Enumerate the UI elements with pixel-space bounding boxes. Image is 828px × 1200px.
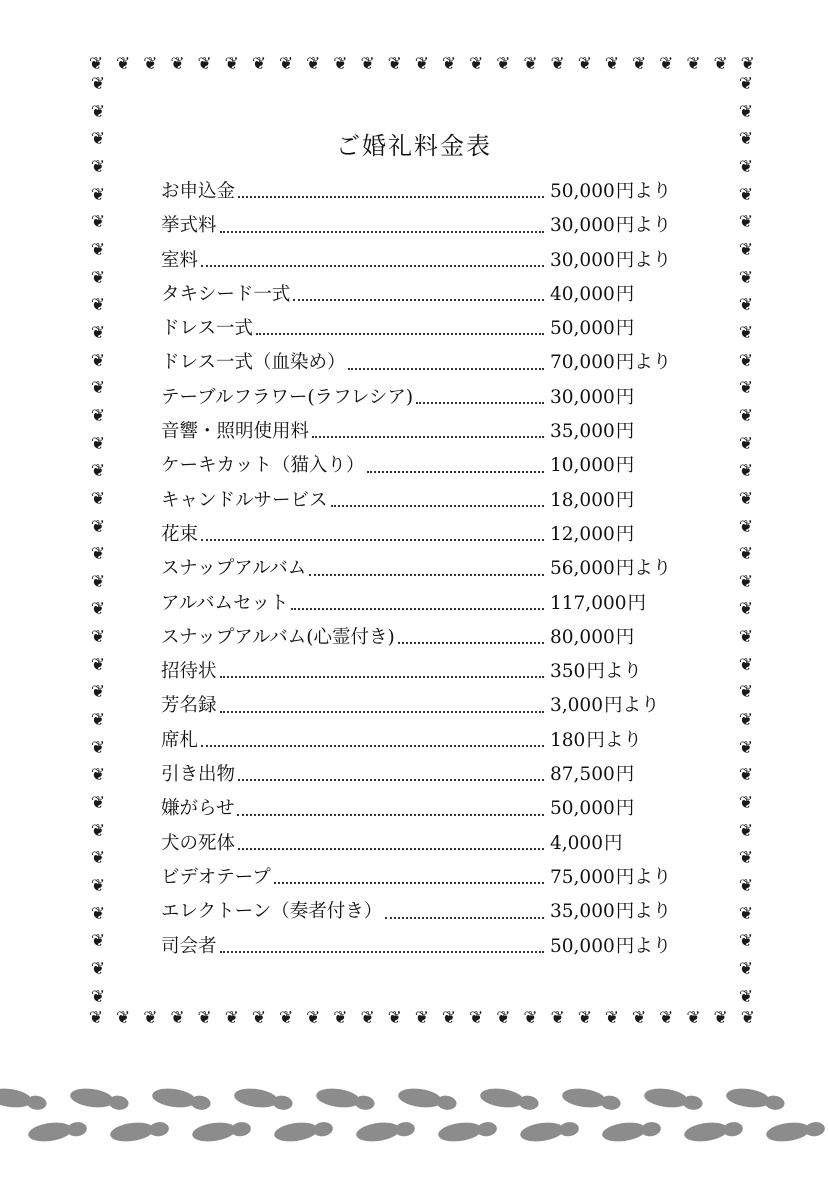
dot-leader: [238, 196, 544, 198]
price-unit: 円より: [615, 249, 672, 271]
price: [550, 486, 686, 512]
footprint-icon: [273, 1118, 334, 1144]
price-row: [161, 691, 686, 725]
fleur-ornament-icon: ❦: [496, 1007, 511, 1028]
fleur-ornament-icon: ❦: [90, 405, 106, 426]
price-amount: 35,000: [550, 901, 615, 923]
item-name: 室料: [161, 249, 199, 271]
item-name: タキシード一式: [161, 283, 291, 305]
fleur-ornament-icon: ❦: [738, 876, 754, 897]
footprint-icon: [397, 1086, 458, 1112]
item-name: 犬の死体: [161, 832, 236, 854]
footprint-trail: [0, 1070, 828, 1200]
fleur-ornament-icon: ❦: [740, 1007, 755, 1028]
fleur-ornament-icon: ❦: [333, 1007, 348, 1028]
fleur-ornament-icon: ❦: [90, 184, 106, 205]
price-unit: 円より: [615, 935, 672, 957]
dot-leader: [416, 402, 544, 404]
price-unit: 円より: [615, 901, 672, 923]
price-row: [161, 383, 686, 417]
dot-leader: [238, 779, 544, 781]
price: [550, 280, 686, 306]
footprint-icon: [519, 1118, 580, 1144]
fleur-ornament-icon: ❦: [170, 1007, 185, 1028]
price: [550, 348, 686, 374]
price-amount: 87,500: [550, 764, 615, 786]
dot-leader: [312, 436, 544, 438]
fleur-ornament-icon: ❦: [90, 378, 106, 399]
footprint-icon: [683, 1118, 744, 1144]
price-unit: 円: [615, 764, 635, 786]
fleur-ornament-icon: ❦: [738, 737, 754, 758]
fleur-ornament-icon: ❦: [738, 571, 754, 592]
price-row: [161, 829, 686, 863]
fleur-ornament-icon: ❦: [90, 544, 106, 565]
fleur-ornament-icon: ❦: [306, 1007, 321, 1028]
price-amount: 30,000: [550, 249, 615, 271]
fleur-ornament-icon: ❦: [740, 53, 755, 74]
footprint-icon: [355, 1118, 416, 1144]
dot-leader: [274, 882, 544, 884]
footprint-icon: [27, 1118, 88, 1144]
fleur-ornament-icon: ❦: [738, 488, 754, 509]
price-row: [161, 280, 686, 314]
price-unit: 円: [615, 386, 635, 408]
fleur-ornament-icon: ❦: [604, 53, 620, 74]
price-row: [161, 211, 686, 245]
fleur-ornament-icon: ❦: [90, 433, 106, 454]
price: [550, 623, 686, 649]
price-amount: 4,000: [550, 832, 603, 854]
price-amount: 18,000: [550, 489, 615, 511]
price-row: [161, 932, 686, 966]
fleur-ornament-icon: ❦: [659, 53, 674, 74]
price-amount: 50,000: [550, 181, 615, 202]
dot-leader: [309, 574, 544, 576]
price: [550, 177, 686, 203]
fleur-ornament-icon: ❦: [738, 433, 754, 454]
price: [550, 657, 686, 683]
price-amount: 50,000: [550, 935, 615, 957]
dot-leader: [256, 333, 544, 335]
fleur-ornament-icon: ❦: [713, 53, 728, 74]
fleur-ornament-icon: ❦: [387, 53, 402, 74]
fleur-ornament-icon: ❦: [90, 156, 106, 177]
price-unit: 円より: [615, 352, 672, 374]
page-title: ご婚礼料金表: [336, 132, 492, 160]
border-bottom: [86, 1006, 758, 1030]
price-amount: 3,000: [550, 695, 603, 717]
price: [550, 794, 686, 820]
fleur-ornament-icon: ❦: [90, 212, 106, 233]
fleur-ornament-icon: ❦: [738, 184, 754, 205]
fleur-ornament-icon: ❦: [90, 820, 106, 841]
fleur-ornament-icon: ❦: [738, 820, 754, 841]
price-unit: 円: [627, 592, 647, 614]
fleur-ornament-icon: ❦: [90, 654, 106, 675]
footprint-icon: [725, 1086, 786, 1112]
dot-leader: [293, 299, 544, 301]
fleur-ornament-icon: ❦: [738, 267, 754, 288]
price: [550, 383, 686, 409]
price: [550, 451, 686, 477]
fleur-ornament-icon: ❦: [441, 53, 457, 74]
fleur-ornament-icon: ❦: [116, 1007, 131, 1028]
footprint-icon: [315, 1086, 376, 1112]
price-unit: 円: [615, 798, 635, 820]
fleur-ornament-icon: ❦: [738, 156, 754, 177]
price: [550, 520, 686, 546]
item-name: スナップアルバム(心霊付き): [161, 626, 395, 648]
price-amount: 75,000: [550, 866, 615, 888]
fleur-ornament-icon: ❦: [738, 129, 754, 150]
fleur-ornament-icon: ❦: [523, 53, 538, 74]
price-amount: 70,000: [550, 352, 615, 374]
fleur-ornament-icon: ❦: [387, 1007, 402, 1028]
price: [550, 897, 686, 923]
item-name: 花束: [161, 523, 199, 545]
border-right: [734, 76, 758, 1006]
fleur-ornament-icon: ❦: [90, 461, 106, 482]
price: [550, 417, 686, 443]
price: [550, 211, 686, 237]
fleur-ornament-icon: ❦: [116, 53, 131, 74]
price-amount: 80,000: [550, 626, 615, 648]
footprint-icon: [233, 1086, 294, 1112]
price: [550, 554, 686, 580]
item-name: アルバムセット: [161, 592, 289, 614]
fleur-ornament-icon: ❦: [90, 903, 106, 924]
dot-leader: [220, 711, 544, 713]
fleur-ornament-icon: ❦: [90, 627, 106, 648]
fleur-ornament-icon: ❦: [738, 101, 754, 122]
price-amount: 50,000: [550, 318, 615, 340]
item-name: 引き出物: [161, 764, 236, 786]
fleur-ornament-icon: ❦: [496, 53, 511, 74]
fleur-ornament-icon: ❦: [143, 53, 158, 74]
border-top: [86, 52, 758, 76]
fleur-ornament-icon: ❦: [90, 931, 106, 952]
fleur-ornament-icon: ❦: [738, 322, 754, 343]
fleur-ornament-icon: ❦: [90, 295, 106, 316]
price-list: [161, 177, 686, 966]
fleur-ornament-icon: ❦: [278, 53, 294, 74]
footprint-icon: [191, 1118, 252, 1144]
price-amount: 117,000: [550, 592, 627, 614]
price-amount: 56,000: [550, 558, 615, 580]
price-amount: 30,000: [550, 386, 615, 408]
fleur-ornament-icon: ❦: [604, 1007, 620, 1028]
fleur-ornament-icon: ❦: [197, 53, 212, 74]
fleur-ornament-icon: ❦: [90, 267, 106, 288]
fleur-ornament-icon: ❦: [90, 129, 106, 150]
fleur-ornament-icon: ❦: [90, 571, 106, 592]
fleur-ornament-icon: ❦: [88, 1007, 104, 1028]
fleur-ornament-icon: ❦: [632, 1007, 647, 1028]
fleur-ornament-icon: ❦: [224, 1007, 239, 1028]
fleur-ornament-icon: ❦: [632, 53, 647, 74]
dot-leader: [398, 642, 544, 644]
fleur-ornament-icon: ❦: [306, 53, 321, 74]
dot-leader: [220, 676, 544, 678]
item-name: 招待状: [161, 661, 217, 683]
fleur-ornament-icon: ❦: [441, 1007, 457, 1028]
fleur-ornament-icon: ❦: [738, 710, 754, 731]
price-unit: 円より: [586, 661, 642, 683]
price-amount: 10,000: [550, 455, 615, 477]
price-unit: 円: [615, 523, 635, 545]
price-unit: 円: [615, 626, 635, 648]
footprint-icon: [69, 1086, 130, 1112]
fleur-ornament-icon: ❦: [577, 1007, 592, 1028]
dot-leader: [220, 231, 544, 233]
fleur-ornament-icon: ❦: [738, 74, 754, 94]
fleur-ornament-icon: ❦: [90, 350, 106, 371]
dot-leader: [201, 539, 544, 541]
footprint-icon: [109, 1118, 170, 1144]
price-row: [161, 417, 686, 451]
price: [550, 246, 686, 272]
fleur-ornament-icon: ❦: [90, 765, 106, 786]
fleur-ornament-icon: ❦: [738, 212, 754, 233]
price-unit: 円: [603, 832, 623, 854]
footprint-icon: [561, 1086, 622, 1112]
fleur-ornament-icon: ❦: [251, 53, 267, 74]
fleur-ornament-icon: ❦: [414, 53, 429, 74]
price-row: [161, 177, 686, 211]
fleur-ornament-icon: ❦: [469, 1007, 484, 1028]
fleur-ornament-icon: ❦: [577, 53, 592, 74]
price-row: [161, 657, 686, 691]
price-amount: 30,000: [550, 215, 615, 237]
item-name: 司会者: [161, 935, 217, 957]
footprint-icon: [151, 1086, 212, 1112]
fleur-ornament-icon: ❦: [90, 986, 106, 1007]
fleur-ornament-icon: ❦: [90, 848, 106, 869]
item-name: ケーキカット（猫入り）: [161, 455, 365, 477]
price-row: [161, 760, 686, 794]
footprint-icon: [643, 1086, 704, 1112]
price: [550, 829, 686, 855]
fleur-ornament-icon: ❦: [738, 793, 754, 814]
fleur-ornament-icon: ❦: [278, 1007, 294, 1028]
fleur-ornament-icon: ❦: [90, 682, 106, 703]
fleur-ornament-icon: ❦: [686, 1007, 701, 1028]
fleur-ornament-icon: ❦: [523, 1007, 538, 1028]
fleur-ornament-icon: ❦: [90, 488, 106, 509]
item-name: キャンドルサービス: [161, 489, 328, 511]
price-row: [161, 897, 686, 931]
price-row: [161, 520, 686, 554]
price-unit: 円より: [615, 866, 672, 888]
footprint-icon: [437, 1118, 498, 1144]
fleur-ornament-icon: ❦: [738, 848, 754, 869]
footprint-icon: [601, 1118, 662, 1144]
price: [550, 589, 686, 615]
fleur-ornament-icon: ❦: [90, 710, 106, 731]
fleur-ornament-icon: ❦: [738, 654, 754, 675]
fleur-ornament-icon: ❦: [738, 627, 754, 648]
price-row: [161, 246, 686, 280]
border-left: [86, 76, 110, 1006]
price: [550, 691, 686, 717]
fleur-ornament-icon: ❦: [90, 101, 106, 122]
price-unit: 円より: [615, 215, 672, 237]
fleur-ornament-icon: ❦: [738, 903, 754, 924]
fleur-ornament-icon: ❦: [90, 737, 106, 758]
price-unit: 円: [615, 318, 635, 340]
fleur-ornament-icon: ❦: [333, 53, 348, 74]
fleur-ornament-icon: ❦: [738, 295, 754, 316]
price-unit: 円より: [615, 558, 672, 580]
price-row: [161, 348, 686, 382]
price-amount: 350: [550, 661, 586, 683]
dot-leader: [237, 814, 544, 816]
footprint-icon: [479, 1086, 540, 1112]
fleur-ornament-icon: ❦: [90, 876, 106, 897]
dot-leader: [238, 848, 544, 850]
price-unit: 円より: [603, 695, 660, 717]
dot-leader: [201, 745, 544, 747]
price: [550, 314, 686, 340]
fleur-ornament-icon: ❦: [738, 682, 754, 703]
price-unit: 円: [615, 283, 635, 305]
fleur-ornament-icon: ❦: [90, 74, 106, 94]
fleur-ornament-icon: ❦: [90, 322, 106, 343]
footprint-icon: [765, 1118, 826, 1144]
item-name: 音響・照明使用料: [161, 421, 310, 443]
price-amount: 40,000: [550, 283, 615, 305]
price-unit: 円より: [615, 181, 672, 202]
dot-leader: [220, 951, 544, 953]
item-name: スナップアルバム: [161, 558, 307, 580]
fleur-ornament-icon: ❦: [360, 53, 375, 74]
fleur-ornament-icon: ❦: [251, 1007, 267, 1028]
fleur-ornament-icon: ❦: [88, 53, 104, 74]
price-amount: 180: [550, 729, 586, 751]
price-amount: 50,000: [550, 798, 615, 820]
fleur-ornament-icon: ❦: [550, 1007, 565, 1028]
dot-leader: [201, 265, 544, 267]
item-name: エレクトーン（奏者付き）: [161, 901, 383, 923]
price-row: [161, 554, 686, 588]
fleur-ornament-icon: ❦: [659, 1007, 674, 1028]
price: [550, 863, 686, 889]
fleur-ornament-icon: ❦: [360, 1007, 375, 1028]
item-name: 芳名録: [161, 695, 217, 717]
price: [550, 932, 686, 958]
price-row: [161, 623, 686, 657]
price-row: [161, 589, 686, 623]
dot-leader: [348, 368, 544, 370]
price-row: [161, 486, 686, 520]
price-unit: 円: [615, 421, 635, 443]
price-unit: 円より: [586, 729, 642, 751]
price-row: [161, 863, 686, 897]
fleur-ornament-icon: ❦: [90, 959, 106, 979]
fleur-ornament-icon: ❦: [143, 1007, 158, 1028]
fleur-ornament-icon: ❦: [738, 986, 754, 1007]
fleur-ornament-icon: ❦: [738, 378, 754, 399]
fleur-ornament-icon: ❦: [90, 239, 106, 260]
fleur-ornament-icon: ❦: [738, 931, 754, 952]
dot-leader: [367, 471, 544, 473]
price-amount: 35,000: [550, 421, 615, 443]
fleur-ornament-icon: ❦: [414, 1007, 429, 1028]
fleur-ornament-icon: ❦: [550, 53, 565, 74]
price: [550, 760, 686, 786]
fleur-ornament-icon: ❦: [170, 53, 185, 74]
price-row: [161, 314, 686, 348]
item-name: ドレス一式（血染め）: [161, 352, 346, 374]
fleur-ornament-icon: ❦: [738, 461, 754, 482]
fleur-ornament-icon: ❦: [738, 516, 754, 537]
dot-leader: [331, 505, 544, 507]
price: [550, 726, 686, 752]
fleur-ornament-icon: ❦: [738, 239, 754, 260]
fleur-ornament-icon: ❦: [738, 599, 754, 620]
fleur-ornament-icon: ❦: [224, 53, 239, 74]
price-unit: 円: [615, 455, 635, 477]
fleur-ornament-icon: ❦: [197, 1007, 212, 1028]
fleur-ornament-icon: ❦: [738, 350, 754, 371]
item-name: ドレス一式: [161, 318, 253, 340]
footprint-icon: [0, 1086, 48, 1112]
price-amount: 12,000: [550, 523, 615, 545]
price-row: [161, 451, 686, 485]
fleur-ornament-icon: ❦: [738, 405, 754, 426]
fleur-ornament-icon: ❦: [738, 765, 754, 786]
fleur-ornament-icon: ❦: [90, 793, 106, 814]
fleur-ornament-icon: ❦: [90, 599, 106, 620]
price-row: [161, 794, 686, 828]
item-name: 嫌がらせ: [161, 798, 235, 820]
fleur-ornament-icon: ❦: [469, 53, 484, 74]
fleur-ornament-icon: ❦: [686, 53, 701, 74]
fleur-ornament-icon: ❦: [738, 544, 754, 565]
fleur-ornament-icon: ❦: [90, 516, 106, 537]
item-name: テーブルフラワー(ラフレシア): [161, 386, 414, 408]
price-unit: 円: [615, 489, 635, 511]
item-name: 席札: [161, 729, 199, 751]
item-name: お申込金: [161, 181, 236, 202]
fleur-ornament-icon: ❦: [738, 959, 754, 979]
item-name: ビデオテープ: [161, 866, 271, 888]
fleur-ornament-icon: ❦: [713, 1007, 728, 1028]
price-row: [161, 726, 686, 760]
dot-leader: [385, 917, 544, 919]
item-name: 挙式料: [161, 215, 217, 237]
dot-leader: [291, 608, 544, 610]
